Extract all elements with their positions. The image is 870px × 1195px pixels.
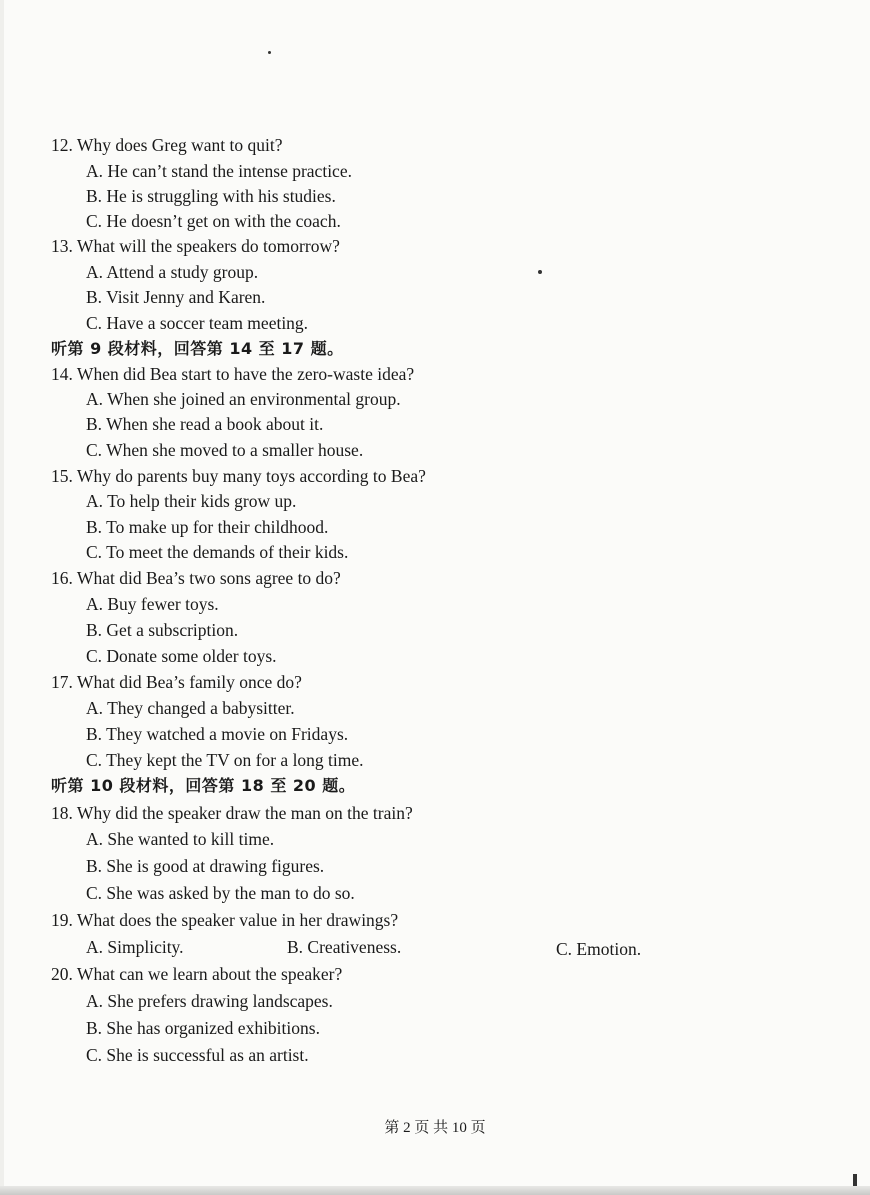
question-17: 17. What did Bea’s family once do? [51,672,302,692]
option-14c: C. When she moved to a smaller house. [86,440,364,460]
option-12c: C. He doesn’t get on with the coach. [86,211,341,231]
option-15a: A. To help their kids grow up. [86,491,297,511]
question-14: 14. When did Bea start to have the zero-waste idea? [51,364,415,384]
question-16: 16. What did Bea’s two sons agree to do? [51,568,341,588]
option-20a: A. She prefers drawing landscapes. [86,991,333,1011]
option-19c: C. Emotion. [556,939,642,959]
scan-mark-corner [853,1174,857,1186]
option-14a: A. When she joined an environmental group. [86,389,401,409]
option-17a: A. They changed a babysitter. [86,698,295,718]
option-16c: C. Donate some older toys. [86,646,277,666]
option-13a: A. Attend a study group. [86,262,259,282]
option-15b: B. To make up for their childhood. [86,517,329,537]
option-19b: B. Creativeness. [287,937,402,957]
option-16a: A. Buy fewer toys. [86,594,219,614]
section-heading-10: 听第 10 段材料，回答第 18 至 20 题。 [51,776,356,795]
scan-bottom-edge [0,1186,870,1195]
option-20b: B. She has organized exhibitions. [86,1018,320,1038]
option-18a: A. She wanted to kill time. [86,829,275,849]
option-17b: B. They watched a movie on Fridays. [86,724,349,744]
option-14b: B. When she read a book about it. [86,414,324,434]
question-12: 12. Why does Greg want to quit? [51,135,283,155]
option-18b: B. She is good at drawing figures. [86,856,325,876]
option-17c: C. They kept the TV on for a long time. [86,750,364,770]
option-18c: C. She was asked by the man to do so. [86,883,355,903]
question-19: 19. What does the speaker value in her drawings? [51,910,399,930]
question-13: 13. What will the speakers do tomorrow? [51,236,340,256]
question-20: 20. What can we learn about the speaker? [51,964,343,984]
option-13b: B. Visit Jenny and Karen. [86,287,266,307]
question-15: 15. Why do parents buy many toys according to Bea? [51,466,426,486]
option-19a: A. Simplicity. [86,937,184,957]
option-12b: B. He is struggling with his studies. [86,186,336,206]
question-18: 18. Why did the speaker draw the man on the train? [51,803,413,823]
scan-speck [268,51,271,54]
option-12a: A. He can’t stand the intense practice. [86,161,352,181]
option-20c: C. She is successful as an artist. [86,1045,309,1065]
option-13c: C. Have a soccer team meeting. [86,313,309,333]
scan-speck [538,270,542,274]
option-16b: B. Get a subscription. [86,620,239,640]
option-15c: C. To meet the demands of their kids. [86,542,349,562]
page-number-footer: 第 2 页 共 10 页 [384,1120,486,1136]
scan-left-edge [0,0,4,1195]
section-heading-9: 听第 9 段材料，回答第 14 至 17 题。 [51,339,344,358]
